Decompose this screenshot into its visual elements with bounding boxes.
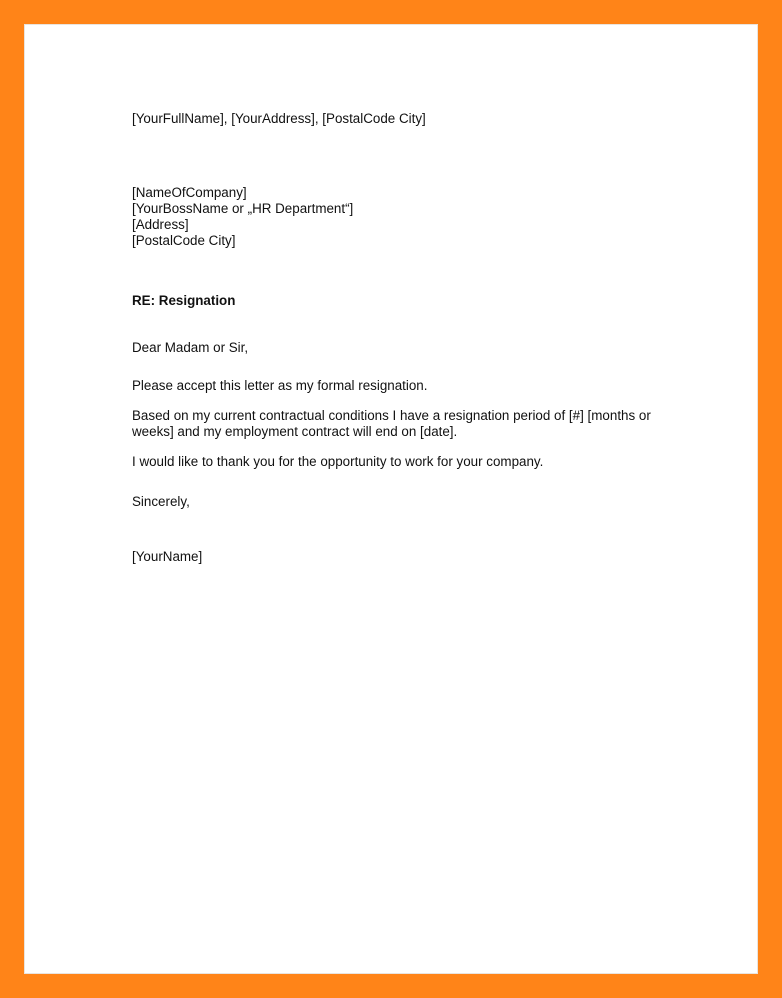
- paragraph-notice-line-1: Based on my current contractual conditions I have a resignation period of [#] [months or: [132, 408, 651, 423]
- paragraph-thanks: I would like to thank you for the opportunity to work for your company.: [132, 454, 544, 469]
- letter-body: [132, 111, 672, 565]
- sender-line: [YourFullName], [YourAddress], [PostalCode City]: [132, 111, 426, 126]
- closing: Sincerely,: [132, 494, 190, 509]
- greeting: Dear Madam or Sir,: [132, 340, 249, 355]
- letter-page: [24, 24, 758, 974]
- recipient-street: [Address]: [132, 217, 189, 232]
- recipient-name: [YourBossName or „HR Department“]: [132, 201, 354, 216]
- recipient-city: [PostalCode City]: [132, 233, 236, 248]
- paragraph-resignation: Please accept this letter as my formal resignation.: [132, 378, 428, 393]
- subject-line: RE: Resignation: [132, 293, 236, 308]
- paragraph-notice-line-2: weeks] and my employment contract will end on [date].: [132, 424, 458, 439]
- recipient-company: [NameOfCompany]: [132, 185, 247, 200]
- signature-name: [YourName]: [132, 549, 203, 564]
- paragraph-notice-period: [132, 408, 672, 440]
- recipient-address: [132, 185, 672, 249]
